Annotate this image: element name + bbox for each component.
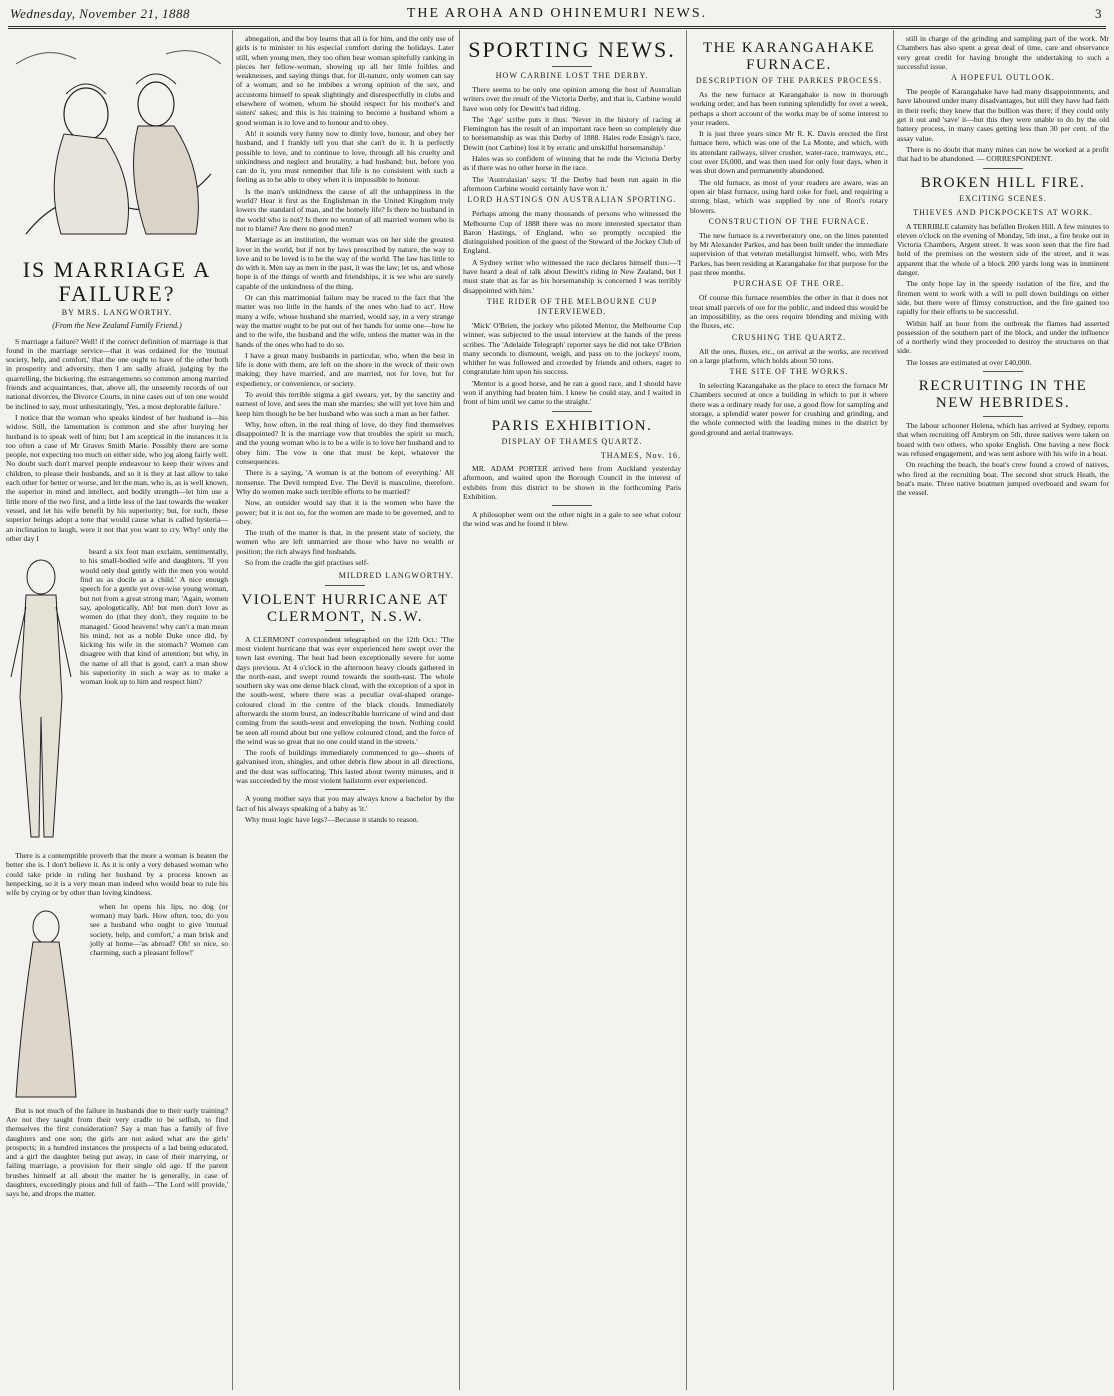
paragraph: Or can this matrimonial failure may be traced to the fact that 'the matter was too little in the hands of the ones who had to act'. How many a wife, whose husband she married, would say, in a very strange way the matter ought to be put out of her hands for some one—how he and to the wife, the husband and the wife, unless the matter was in the hands of the ones who had to do so.	[236, 293, 454, 349]
paragraph: To avoid this terrible stigma a girl swears, yet, by the sanctity and earnest of love, and sees the man she marries; she will yet love him and keep him though he be her husband who was such a man as her father.	[236, 389, 454, 418]
subhead: DESCRIPTION OF THE PARKES PROCESS.	[695, 76, 883, 85]
divider	[325, 789, 365, 790]
column-divider	[459, 30, 460, 1390]
column-furnace	[690, 34, 888, 1390]
subhead: A HOPEFUL OUTLOOK.	[951, 73, 1055, 83]
paragraph: 'Mick' O'Brien, the jockey who piloted Mentor, the Melbourne Cup winner, was subjected to the usual interview at the hands of the press scribes. The 'Adelaide Telegraph' reporter says he did not take O'Brien many seconds to dismount, weigh, and pass on to the jockeys' room, whither he was followed and crowded by friends and others, eager to congratulate him upon his success.	[463, 320, 681, 377]
paragraph: A Sydney writer who witnessed the race declares himself thus:—'I have heard a deal of talk about Dewitt's riding in New Zealand, but I must state that as far as his horsemanship is concerned I was terribly disappointed with him.'	[463, 257, 681, 295]
subhead: CONSTRUCTION OF THE FURNACE.	[708, 216, 870, 226]
paragraph: It is just three years since Mr R. K. Davis erected the first furnace here, which was one of the La Monte, and which, with its attendant railways, silver crusher, water-race, tramways, etc., cost over £6,000, and was then used for only four days, when it was shut down and permanently abandoned.	[690, 129, 888, 176]
paragraph: But is not much of the failure in husbands due to their early training? Are not they taught from their very cradle to be selfish, to find themselves the first consideration? Say a man has a family of five daughters and one son; the girls are not asked what are the girls' prospects; in a hundred instances the prospects of a lad being educated, and a girl the daughter being put away, in case of their marrying, or failing marriage, a provision for their single old age. If the parent brushes himself at all about the matter he is generally, in case of daughters, exceedingly pious and full of faith—'The Lord will provide,' says he, and drops the matter.	[6, 1105, 228, 1199]
divider	[552, 411, 592, 412]
paragraph: In selecting Karangahake as the place to erect the furnace Mr Chambers secured at once a building in which to put it where there was a ordinary ready for use, a good flow for sampling and storage, a splendid water power for crushing and grinding, and the whole connected with the leading mines in the district by good ground and aerial tramways.	[690, 381, 888, 437]
column-marriage-cont	[236, 34, 454, 1390]
paragraph: Perhaps among the many thousands of persons who witnessed the Melbourne Cup of 1888 there was no more interested spectator than Baron Hastings, of England, who so promptly occupied the distinguished position of the guest of the Steward of the Jockey Club of England.	[463, 209, 681, 256]
paragraph: There is a saying, 'A woman is at the bottom of everything.' All nonsense. The Devil tempted Eve. The Devil is masculine, therefore. Why do women make such terrible efforts to be married?	[236, 468, 454, 496]
paragraph: So from the cradle the girl practises self-	[245, 558, 369, 568]
illustration-couple-icon	[6, 34, 228, 254]
paragraph: I have a great many husbands in particular, who, when the best in life is done with them, are left on the shore in the wreck of their own making; they have married, and are married, not for love, but for expediency, or convenience, or society.	[236, 350, 454, 388]
headline-broken-hill: BROKEN HILL FIRE.	[920, 174, 1086, 191]
paragraph: Of course this furnace resembles the other in that it does not treat small parcels of ore for the public, and indeed this would be an impossibility, as the ores require blending and mixing with the fluxes, etc.	[690, 293, 888, 331]
paragraph: The 'Age' scribe puts it thus: 'Never in the history of racing at Flemington has the result of an important race been so completely due to horsemanship as was this Derby of 1888. Hales rode Ensign's race, Dewitt (not Carbine) lost it by erratic and unskilful horsemanship.'	[463, 114, 681, 152]
column-misc	[897, 34, 1109, 1390]
subhead: PURCHASE OF THE ORE.	[733, 279, 845, 289]
column-divider	[232, 30, 233, 1390]
paragraph: Why, how often, in the real thing of love, do they find themselves disappointed? It is the marriage vow that troubles the spirit so much, and the young woman who is to be a wife is to love her husband and to obey him. The vow is one that must be kept, whatever the consequences.	[236, 419, 454, 467]
masthead-rule	[8, 26, 1106, 27]
paragraph: As the new furnace at Karangahake is now in thorough working order, and has been running splendidly for over a week, perhaps a short account of the works may be of some interest to your readers.	[690, 90, 888, 127]
paragraph: The truth of the matter is that, in the present state of society, the women who are left unmarried are those who have no wealth or position; the rich always find husbands.	[236, 528, 454, 556]
column-marriage	[6, 34, 228, 1390]
subhead: THE SITE OF THE WORKS.	[729, 367, 849, 377]
paragraph: Is the man's unkindness the cause of all the unhappiness in the world? Hear it first as the Englishman in the United Kingdom truly lowers the standard of man, and the homely life? Is there no husband in the world who is not? Is there no woman of all married women who is not to blame? Are there no good men?	[236, 186, 454, 233]
headline-furnace: THE KARANGAHAKE FURNACE.	[702, 40, 876, 73]
paragraph: Ah! it sounds very funny now to dimly love, honour, and obey her husband, and I frankly tell you that she can't do it. It is perfectly possible to love, and to continue to love, through all his cruelty and unkindness and neglect and brutality, a bad husband; but, before you can do it, you must remember that life is no consistent with such a feeling as to be able to obey when it is impossible to honour.	[236, 128, 454, 185]
divider	[983, 168, 1023, 169]
subhead: LORD HASTINGS ON AUSTRALIAN SPORTING.	[467, 195, 677, 205]
paragraph: A CLERMONT correspondent telegraphed on the 12th Oct.: 'The most violent hurricane that was ever experienced here swept over the town last evening. The heat had been exceptionally severe for some days previous. At 4 o'clock in the afternoon heavy clouds gathered in the north-east, and swept round towards the south-east. The whole southern sky was one dense black cloud, with the exception of a spot in the south-west, where there was a peculiar oval-shaped orange-coloured cloud in the centre of the black clouds. Immediately afterwards the storm burst, an indescribable hurricane of wind and dust coming from the south-west and enveloping the town. Nothing could be seen all round about but one yellow coloured cloud, and the force of the wind was so great that no one could stand in the streets.'	[236, 634, 454, 746]
subhead: THIEVES AND PICKPOCKETS AT WORK.	[913, 207, 1093, 217]
page-number: 3	[1095, 6, 1102, 21]
paragraph: The old furnace, as most of your readers are aware, was an open air blast furnace, using hard coke for fuel, and requiring a strong blast, which was supplied by one of Root's rotary blowers.	[690, 177, 888, 215]
paragraph: The losses are estimated at over £40,000.	[906, 357, 1032, 367]
paragraph: MR. ADAM PORTER arrived here from Auckland yesterday afternoon, and waited upon the Borough Council in the interest of exhibits from this district to be shown in the forthcoming Paris Exhibition.	[463, 463, 681, 501]
paragraph: S marriage a failure? Well! if the correct definition of marriage is that found in the marriage service—that it was ordained for the 'mutual society, help, and comfort,' that the one ought to have of the other both in prosperity and adversity, then I am sadly afraid, judging by the quarrelling, the bickering, the estrangements so common among married friends and acquaintances, that, above all, the unseemly records of our national divorces, the Divorce Courts, in nine cases out of ten one would be inclined to say, most unhesitatingly, 'Yes, a most deplorable failure.'	[6, 336, 228, 411]
paragraph: Why must logic have legs?—Because it stands to reason.	[245, 814, 419, 824]
headline-paris: PARIS EXHIBITION.	[491, 417, 653, 434]
paragraph: There is no doubt that many mines can now be worked at a profit that had to be abandoned. — CORRESPONDENT.	[897, 144, 1109, 164]
paragraph: A TERRIBLE calamity has befallen Broken Hill. A few minutes to eleven o'clock on the evening of Monday, 5th inst., a fire broke out in Victoria Chambers, Argent street. It was soon seen that the fire had hold of the premises on the western side of the street, and it was apparent that the whole of a block 200 yards long was in imminent danger.	[897, 221, 1109, 278]
paragraph: The labour schooner Helena, which has arrived at Sydney, reports that when recruiting off Ambrym on 5th, three natives were taken on board with two others, who spoke English. One having a new flock was refused engagement, and was sent ashore with his wife in a boat.	[897, 421, 1109, 458]
paragraph: There is a contemptible proverb that the more a woman is beaten the better she is. I don't believe it. As it is only a very debased woman who could take pride in ruling her husband by a process known as henpecking, so it is a very mean man indeed who would bear to rule his wife by crying or by other than loving kindness.	[6, 851, 228, 898]
byline: BY MRS. LANGWORTHY.	[61, 308, 173, 317]
paragraph: All the ores, fluxes, etc., on arrival at the works, are received on a large platform, which holds about 50 tons.	[690, 346, 888, 365]
illustration-woman-icon	[6, 902, 86, 1102]
paragraph: On reaching the beach, the boat's crew found a crowd of natives, who fired at the recruiting boat. The second shot struck Heath, the boat's mate. Three native boatmen jumped overboard and swam for the vessel.	[897, 460, 1109, 498]
paragraph: Hales was so confident of winning that he rode the Victoria Derby as if there was no other horse in the race.	[463, 154, 681, 173]
issue-date: Wednesday, November 21, 1888	[10, 6, 190, 21]
masthead-rule-2	[8, 28, 1106, 29]
column-divider	[893, 30, 894, 1390]
paragraph: The 'Australasian' says: 'If the Derby had been run again in the afternoon Carbine would certainly have won it.'	[463, 174, 681, 193]
paragraph: when he opens his lips, no dog (or woman) may bark. How often, too, do you see a husband who ought to give 'mutual society, help, and comfort,' a man brisk and jolly at home—'as abroad? Oh! so nice, so charming, such a pleasant fellow!'	[90, 901, 228, 958]
paragraph: The only hope lay in the speedy isolation of the fire, and the firemen went to work with a will to pull down buildings on either side, but there were of flimsy construction, and the fire gained too rapidly for their efforts to be successful.	[897, 279, 1109, 317]
paragraph: A young mother says that you may always know a bachelor by the fact of his always speaking of a baby as 'it.'	[236, 794, 454, 813]
paragraph: Marriage as an institution, the woman was on her side the greatest lover in the world, but if not by laws prescribed by nature, the way to love and to be loved is to be the way of the world. The law has little to do with it. Men say as men in the past, it was the law; let us, and whose hope is of the things of worth and friendships, it is we who are surely capable of the unkindness of the thing.	[236, 235, 454, 291]
headline-recruiting: RECRUITING IN THE NEW HEBRIDES.	[918, 378, 1088, 412]
paragraph: abnegation, and the boy learns that all is for him, and the only use of girls is to minister to his especial comfort during the holidays. Later still, when young men, they too often hear woman spitefully ranking in pieces her fellow-woman, showing up all her little foibles and weaknesses, and saying things that, for ill-nature, only women can say of a woman; and so he imbibes a wrong opinion of the sex, and accustoms himself to speak slightingly and disrespectfully in clubs and elsewhere of women, whom he should respect for his mother's and sisters' sakes; and this is his training to become a husband whom a good woman is to love and to honour and to obey.	[236, 34, 454, 127]
divider	[983, 371, 1023, 372]
headline-hurricane: VIOLENT HURRICANE AT CLERMONT, N.S.W.	[241, 591, 449, 625]
headline-sporting: SPORTING NEWS.	[468, 37, 676, 62]
column-divider	[686, 30, 687, 1390]
masthead	[0, 0, 1114, 26]
newspaper-title: THE AROHA AND OHINEMURI NEWS.	[406, 6, 708, 21]
paragraph: 'Mentor is a good horse, and he ran a good race, and I should have won if anything had beaten him. I knew he could stay, and I waited in front of him until we came to the straight.'	[463, 378, 681, 407]
headline-marriage: IS MARRIAGE A FAILURE?	[22, 257, 212, 306]
author-signoff: MILDRED LANGWORTHY.	[338, 571, 454, 581]
paragraph: still in charge of the grinding and sampling part of the work. Mr Chambers has also spent a great deal of time, care and observance very great credit for having brought the undertaking to such a successful issue.	[897, 34, 1109, 71]
paragraph: The people of Karangahake have had many disappointments, and have laboured under many disadvantages, but still they have had faith in their reefs; they knew that the bullion was there; if they could only get it out and 'save' it—but this they were unable to do by the old battery process, in many cases getting less than 30 per cent. of the assay value.	[897, 87, 1109, 143]
subhead: DISPLAY OF THAMES QUARTZ.	[501, 436, 643, 446]
divider	[983, 416, 1023, 417]
column-sporting	[463, 34, 681, 1390]
paragraph: heard a six foot man exclaim, sentimentally, to his small-bodied wife and daughters, 'If you would only deal gently with the men you would find us as docile as a child.' A nice enough speech for a gentle yet over-wise young woman, but not from a great strong man; 'Again, women say, apologetically, Ah! but men don't love as women do (that they don't, they require to be managed.' Good heavens! why can't a man mean his mind, not as a noble Duke once did, by kicking his wife in the stomach? Women can disagree with that kind of attention; but why, in the name of all that is good, can't a man show his superiority in such a way as to make a woman look up to him and respect him?	[80, 547, 228, 687]
subhead: THE RIDER OF THE MELBOURNE CUP INTERVIEWED.	[486, 296, 658, 316]
paragraph: The new furnace is a reverberatory one, on the lines patented by Mr Alexander Parkes, and has been built under the immediate supervision of that veteran metallurgist himself, who, with Mrs Parkes, has been residing at Karangahake for that purpose for the past three months.	[690, 230, 888, 278]
paragraph: Now, an outsider would say that it is the women who have the power; but it is not so, for the women are made to be governed, and to obey.	[236, 498, 454, 526]
subhead: EXCITING SCENES.	[959, 193, 1047, 203]
divider	[552, 505, 592, 506]
paragraph: There seems to be only one opinion among the host of Australian writers over the result of the Victoria Derby, and that is, Carbine would have won only for Dewitt's bad riding.	[463, 85, 681, 113]
paragraph: The roofs of buildings immediately commenced to go—sheets of galvanised iron, shingles, and other debris flew about in all directions, and the dust was suffocating. This lasted about twenty minutes, and it was succeeded by the most violent hailstorm ever experienced.	[236, 748, 454, 786]
subhead: CRUSHING THE QUARTZ.	[731, 332, 847, 342]
subhead: HOW CARBINE LOST THE DERBY.	[495, 71, 649, 80]
source-line: (From the New Zealand Family Friend.)	[52, 321, 182, 331]
divider	[325, 630, 365, 631]
dateline: THAMES, Nov. 16.	[600, 450, 681, 460]
paragraph: I notice that the woman who speaks kindest of her husband is—his widow. Still, the lamentation is common and she after burying her husband is to speak well of him; but I am sceptical in the instances it is too often a case of Mr Graves Smith Marie. Possibly there are some people, not expecting too much on either side, who jog along fairly well. No doubt such don't marvel people endeavour to keep their wives and children, to please their husbands, and so it is they at last allow to take each other for better or worse, and let the man, who is, as is well known, the superior in mind and intellect, and bodily strength—let him use a little more of the two first, and a little less of the last towards the weaker vessel, and let his wife benefit by his superiority; but, for such, these superior beings adopt a tone that would cause what is called hysteria—an inclination to laugh, were it not that you want to cry. Why! only the other day I	[6, 412, 228, 543]
paragraph: A philosopher went out the other night in a gale to see what colour the wind was and he found it blew.	[463, 510, 681, 529]
divider	[552, 66, 592, 67]
divider	[325, 585, 365, 586]
illustration-man-icon	[6, 547, 76, 847]
paragraph: Within half an hour from the outbreak the flames had asserted possession of the southern part of the block, and under the influence of a northerly wind they proceeded to destroy the structures on that side.	[897, 318, 1109, 356]
